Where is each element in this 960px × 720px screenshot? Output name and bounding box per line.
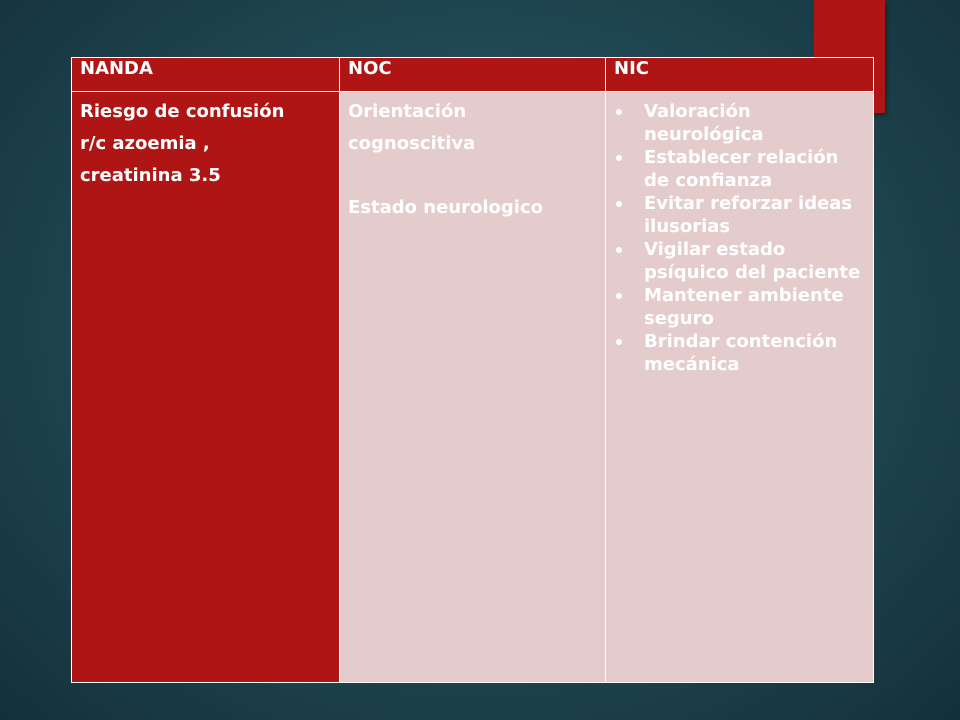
nanda-line: Riesgo de confusión	[80, 101, 285, 122]
table-row	[72, 92, 874, 683]
list-item	[614, 146, 867, 192]
list-item	[614, 192, 867, 238]
bullet-icon	[616, 109, 622, 115]
list-item	[614, 238, 867, 284]
noc-line: cognoscitiva	[348, 133, 476, 154]
nic-item-text: Valoración neurológica	[644, 101, 764, 145]
nic-cell	[606, 92, 874, 683]
header-noc: NOC	[340, 58, 606, 92]
noc-cell	[340, 92, 606, 683]
nic-item-text: Establecer relación de confianza	[644, 147, 839, 191]
nanda-line: creatinina 3.5	[80, 165, 221, 186]
care-plan-table	[71, 57, 874, 683]
nanda-cell	[72, 92, 340, 683]
nic-list	[614, 100, 867, 376]
nic-item-text: Brindar contención mecánica	[644, 331, 838, 375]
list-item	[614, 100, 867, 146]
header-nanda: NANDA	[72, 58, 340, 92]
noc-line: Orientación	[348, 101, 467, 122]
header-row	[72, 58, 874, 92]
list-item	[614, 284, 867, 330]
nic-item-text: Vigilar estado psíquico del paciente	[644, 239, 861, 283]
nanda-line: r/c azoemia ,	[80, 133, 210, 154]
bullet-icon	[616, 247, 622, 253]
noc-line	[348, 160, 599, 192]
header-nic: NIC	[606, 58, 874, 92]
noc-line: Estado neurologico	[348, 197, 543, 218]
bullet-icon	[616, 201, 622, 207]
bullet-icon	[616, 293, 622, 299]
bullet-icon	[616, 339, 622, 345]
bullet-icon	[616, 155, 622, 161]
nic-item-text: Mantener ambiente seguro	[644, 285, 844, 329]
list-item	[614, 330, 867, 376]
nic-item-text: Evitar reforzar ideas ilusorias	[644, 193, 853, 237]
